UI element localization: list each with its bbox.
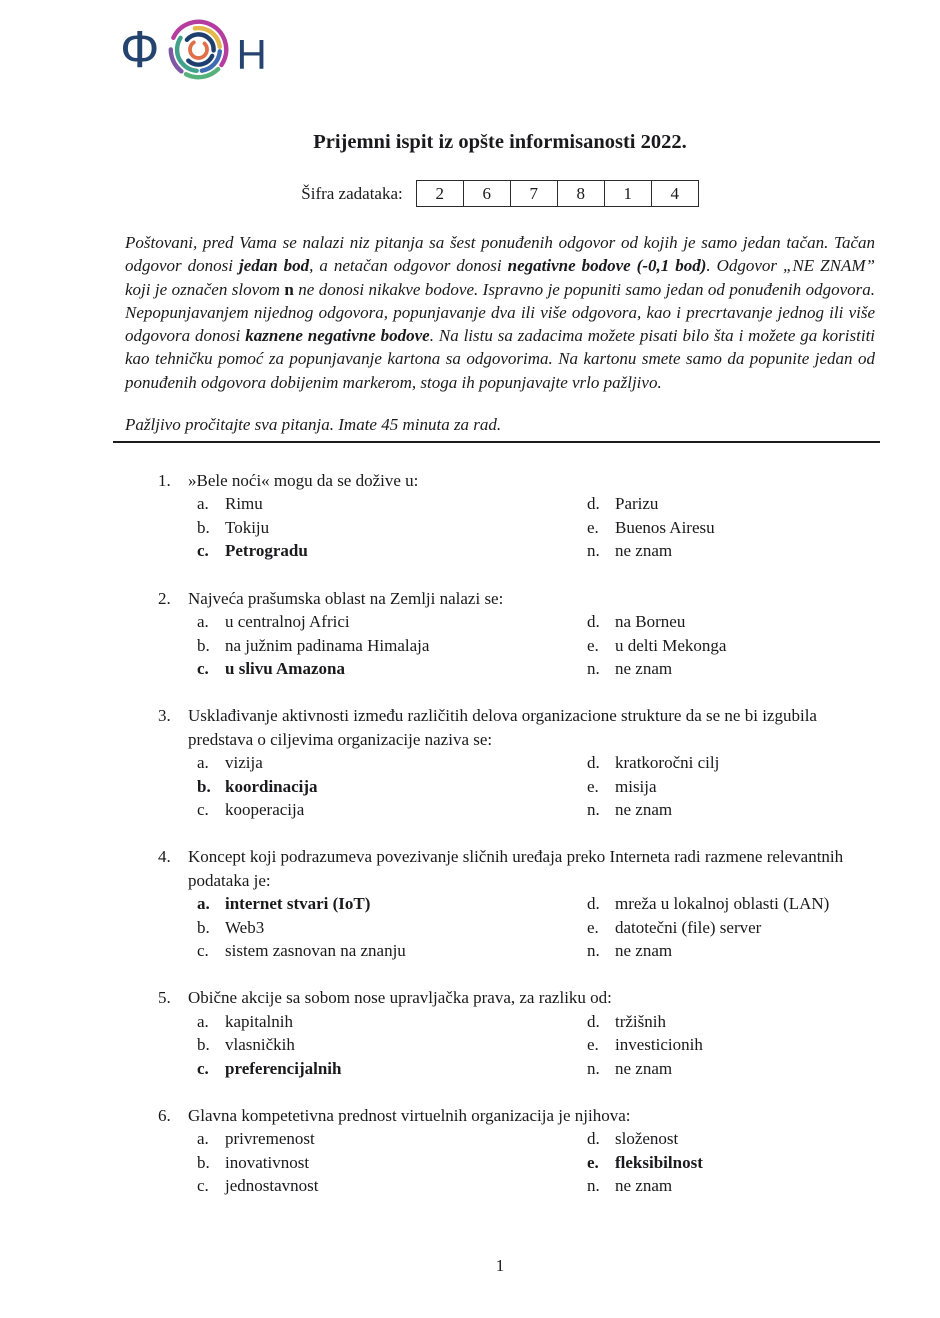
- code-digit-cell: 1: [604, 181, 651, 206]
- code-digit-cell: 2: [435, 183, 444, 203]
- option-text: Rimu: [225, 494, 263, 514]
- option-text: u slivu Amazona: [225, 658, 345, 678]
- option-letter: d.: [587, 1011, 600, 1031]
- question: [125, 986, 875, 1080]
- option-letter: d.: [587, 612, 600, 632]
- option-text: jednostavnost: [225, 1176, 319, 1196]
- option-letter: n.: [587, 1058, 600, 1078]
- option-letter: e.: [587, 1152, 599, 1172]
- question-head: [158, 845, 875, 892]
- option-letter: n.: [587, 799, 600, 819]
- option-text: kapitalnih: [225, 1011, 293, 1031]
- question: [125, 587, 875, 681]
- option-text: na Borneu: [615, 612, 686, 632]
- answer-option: [197, 1127, 587, 1150]
- option-text: preferencijalnih: [225, 1058, 342, 1078]
- question: [125, 704, 875, 821]
- option-letter: d.: [587, 753, 600, 773]
- question-options: [197, 1127, 875, 1197]
- option-letter: a.: [197, 494, 209, 514]
- answer-option: [197, 775, 587, 798]
- option-letter: b.: [197, 1035, 210, 1055]
- options-column-right: [587, 751, 875, 821]
- answer-option: [587, 1010, 875, 1033]
- task-code-label: Šifra zadataka:: [301, 183, 403, 203]
- option-text: vizija: [225, 753, 263, 773]
- question: [125, 1104, 875, 1198]
- option-letter: b.: [197, 917, 210, 937]
- option-text: ne znam: [615, 541, 673, 561]
- question-head: [158, 704, 875, 751]
- code-digit-cell: 6: [463, 181, 510, 206]
- option-text: ne znam: [615, 1058, 673, 1078]
- answer-option: [587, 634, 875, 657]
- question-text: Koncept koji podrazumeva povezivanje sličnih uređaja preko Interneta radi razmene relevantnih podataka je:: [188, 847, 844, 890]
- option-letter: c.: [197, 1176, 209, 1196]
- option-letter: e.: [587, 517, 599, 537]
- answer-option: [197, 939, 587, 962]
- option-text: datotečni (file) server: [615, 917, 762, 937]
- answer-option: [587, 1174, 875, 1197]
- answer-option: [587, 1033, 875, 1056]
- option-letter: e.: [587, 776, 599, 796]
- question-number: 4.: [158, 847, 171, 867]
- option-letter: c.: [197, 541, 209, 561]
- task-code-row: [125, 180, 875, 207]
- option-letter: b.: [197, 517, 210, 537]
- answer-option: [587, 1057, 875, 1080]
- option-text: u delti Mekonga: [615, 635, 727, 655]
- answer-option: [197, 539, 587, 562]
- questions-section: [125, 469, 875, 1198]
- code-digit-cell: 7: [510, 181, 557, 206]
- option-letter: n.: [587, 1176, 600, 1196]
- answer-option: [197, 634, 587, 657]
- answer-option: [197, 492, 587, 515]
- option-letter: c.: [197, 658, 209, 678]
- question-options: [197, 892, 875, 962]
- option-text: tržišnih: [615, 1011, 666, 1031]
- code-digit-cell: 4: [651, 181, 698, 206]
- option-text: mreža u lokalnoj oblasti (LAN): [615, 894, 830, 914]
- logo-letter-f: Ф: [120, 20, 160, 79]
- question-text: Najveća prašumska oblast na Zemlji nalazi se:: [188, 588, 504, 608]
- option-letter: n.: [587, 658, 600, 678]
- options-column-left: [197, 610, 587, 680]
- question-options: [197, 1010, 875, 1080]
- options-column-left: [197, 1127, 587, 1197]
- question-head: [158, 587, 875, 610]
- option-text: sistem zasnovan na znanju: [225, 940, 406, 960]
- question: [125, 845, 875, 962]
- option-text: na južnim padinama Himalaja: [225, 635, 430, 655]
- option-text: koordinacija: [225, 776, 318, 796]
- options-column-right: [587, 1127, 875, 1197]
- code-digit-cell: 8: [557, 181, 604, 206]
- answer-option: [587, 775, 875, 798]
- options-column-left: [197, 751, 587, 821]
- option-letter: c.: [197, 940, 209, 960]
- answer-option: [197, 610, 587, 633]
- instructions-paragraph: Poštovani, pred Vama se nalazi niz pitanja sa šest ponuđenih odgovor od kojih je samo jedan tačan. Tačan odgovor donosi jedan bod, a netačan odgovor donosi negativne bodove (-0,1 bod). Odgovor „NE ZNAM” koji je označen slovom n ne donosi nikakve bodove. Ispravno je popuniti samo jedan od ponuđenih odgovora. Nepopunjavanjem nijednog odgovora, popunjavanje dva ili više odgovora, kao i precrtavanje jednog ili više odgovora donosi kaznene negativne bodove. Na listu sa zadacima možete pisati bilo šta i možete ga koristiti kao tehničku pomoć za popunjavanje kartona sa odgovorima. Na kartonu smete samo da popunite jedan od ponuđenih odgovora dobijenim markerom, stoga ih popunjavajte vrlo pažljivo.: [125, 233, 876, 392]
- option-letter: a.: [197, 1011, 209, 1031]
- options-column-left: [197, 492, 587, 562]
- answer-option: [197, 657, 587, 680]
- answer-option: [587, 892, 875, 915]
- question-number: 2.: [158, 588, 171, 608]
- option-letter: b.: [197, 776, 211, 796]
- option-letter: e.: [587, 635, 599, 655]
- option-text: ne znam: [615, 799, 673, 819]
- page-title: Prijemni ispit iz opšte informisanosti 2022.: [313, 131, 687, 153]
- option-letter: n.: [587, 940, 600, 960]
- option-text: misija: [615, 776, 657, 796]
- option-text: Petrogradu: [225, 541, 308, 561]
- option-text: privremenost: [225, 1129, 315, 1149]
- question-text: Obične akcije sa sobom nose upravljačka prava, za razliku od:: [188, 988, 612, 1008]
- option-letter: d.: [587, 1129, 600, 1149]
- answer-option: [197, 1174, 587, 1197]
- answer-option: [587, 516, 875, 539]
- option-letter: b.: [197, 635, 210, 655]
- option-text: Tokiju: [225, 517, 270, 537]
- answer-option: [587, 1151, 875, 1174]
- question-number: 1.: [158, 471, 171, 491]
- option-letter: e.: [587, 917, 599, 937]
- option-text: ne znam: [615, 1176, 673, 1196]
- answer-option: [197, 916, 587, 939]
- option-letter: c.: [197, 1058, 209, 1078]
- options-column-right: [587, 1010, 875, 1080]
- answer-option: [587, 798, 875, 821]
- answer-option: [587, 751, 875, 774]
- answer-option: [197, 1010, 587, 1033]
- answer-option: [587, 492, 875, 515]
- task-code-table: [416, 180, 699, 207]
- option-text: Parizu: [615, 494, 659, 514]
- question-text: Usklađivanje aktivnosti između različitih delova organizacione strukture da se ne bi izgubila predstava o ciljevima organizacije naziva se:: [188, 706, 817, 749]
- answer-option: [587, 610, 875, 633]
- fon-logo: [120, 18, 267, 81]
- options-column-left: [197, 892, 587, 962]
- time-notice: Pažljivo pročitajte sva pitanja. Imate 45 minuta za rad.: [113, 415, 880, 443]
- answer-option: [197, 751, 587, 774]
- option-letter: a.: [197, 1129, 209, 1149]
- question-options: [197, 751, 875, 821]
- fon-circles-icon: [167, 18, 230, 81]
- option-text: ne znam: [615, 940, 673, 960]
- answer-option: [197, 1057, 587, 1080]
- option-letter: a.: [197, 612, 209, 632]
- question: [125, 469, 875, 563]
- option-text: internet stvari (IoT): [225, 894, 371, 914]
- answer-option: [587, 657, 875, 680]
- option-text: ne znam: [615, 658, 673, 678]
- option-text: složenost: [615, 1129, 679, 1149]
- answer-option: [197, 1033, 587, 1056]
- answer-option: [197, 1151, 587, 1174]
- option-text: u centralnoj Africi: [225, 612, 350, 632]
- options-column-right: [587, 492, 875, 562]
- question-text: Glavna kompetetivna prednost virtuelnih organizacija je njihova:: [188, 1106, 631, 1126]
- option-letter: d.: [587, 494, 600, 514]
- question-number: 3.: [158, 706, 171, 726]
- option-text: fleksibilnost: [615, 1152, 703, 1172]
- option-text: kratkoročni cilj: [615, 753, 720, 773]
- option-letter: c.: [197, 799, 209, 819]
- question-number: 5.: [158, 988, 171, 1008]
- option-letter: b.: [197, 1152, 210, 1172]
- logo-letter-h: Н: [236, 30, 267, 78]
- option-text: Web3: [225, 917, 265, 937]
- question-head: [158, 1104, 875, 1127]
- options-column-right: [587, 610, 875, 680]
- question-head: [158, 986, 875, 1009]
- answer-option: [587, 939, 875, 962]
- option-letter: n.: [587, 541, 600, 561]
- question-number: 6.: [158, 1106, 171, 1126]
- page-number: 1: [495, 1256, 505, 1275]
- answer-option: [197, 798, 587, 821]
- answer-option: [587, 916, 875, 939]
- option-text: investicionih: [615, 1035, 703, 1055]
- options-column-left: [197, 1010, 587, 1080]
- option-text: Buenos Airesu: [615, 517, 715, 537]
- options-column-right: [587, 892, 875, 962]
- document-body: [125, 130, 875, 1222]
- question-text: »Bele noći« mogu da se dožive u:: [188, 471, 419, 491]
- question-options: [197, 610, 875, 680]
- option-letter: a.: [197, 894, 210, 914]
- option-letter: a.: [197, 753, 209, 773]
- option-letter: e.: [587, 1035, 599, 1055]
- option-text: vlasničkih: [225, 1035, 295, 1055]
- option-text: kooperacija: [225, 799, 305, 819]
- answer-option: [197, 516, 587, 539]
- question-head: [158, 469, 875, 492]
- option-letter: d.: [587, 894, 600, 914]
- question-options: [197, 492, 875, 562]
- answer-option: [197, 892, 587, 915]
- option-text: inovativnost: [225, 1152, 310, 1172]
- answer-option: [587, 1127, 875, 1150]
- answer-option: [587, 539, 875, 562]
